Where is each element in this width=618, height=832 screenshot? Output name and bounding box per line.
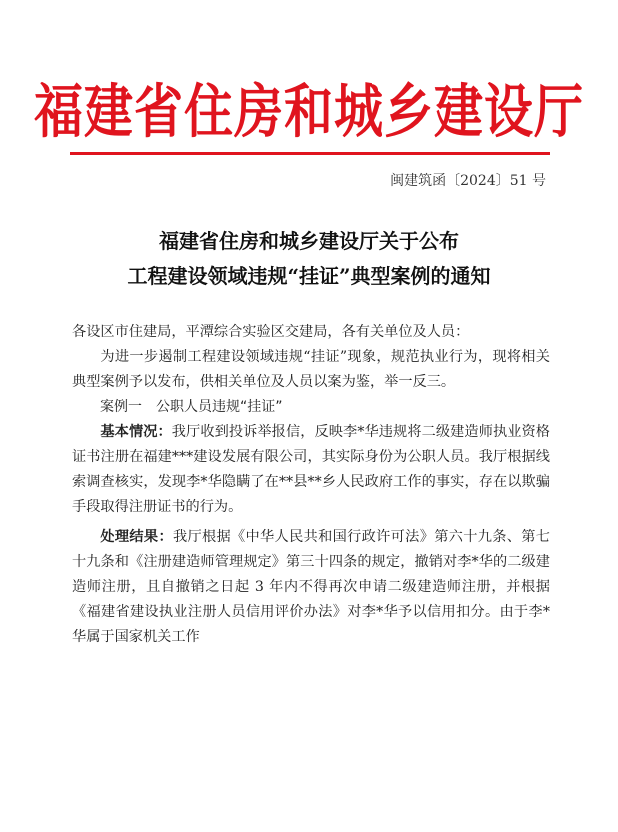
basic-situation-text: 我厅收到投诉举报信，反映李*华违规将二级建造师执业资格证书注册在福建***建设发展有限公司，其实际身份为公职人员。我厅根据线索调查核实，发现李*华隐瞒了在**县**乡人民政府工作的事实，存在以欺骗手段取得注册证书的行为。 [72, 424, 550, 515]
document-title-line-2: 工程建设领域违规“挂证”典型案例的通知 [127, 264, 491, 288]
document-title-line-1: 福建省住房和城乡建设厅关于公布 [159, 229, 459, 253]
masthead-org-name: 福建省住房和城乡建设厅 [33, 77, 584, 146]
document-number: 闽建筑函〔2024〕51 号 [390, 173, 546, 189]
case-1-result-paragraph [72, 525, 550, 650]
case-1-heading [72, 395, 550, 420]
handling-result-text: 我厅根据《中华人民共和国行政许可法》第六十九条、第七十九条和《注册建造师管理规定》第三十四条的规定，撤销对李*华的二级建造师注册，且自撤销之日起 3 年内不得再次申请二级建造师注册，并根据《福建省建设执业注册人员信用评价办法》对李*华予以信用扣分。由于李*华属于国家机关工作 [72, 529, 550, 645]
case-1-basic-paragraph [72, 420, 550, 520]
handling-result-label: 处理结果： [100, 529, 173, 545]
salutation: 各设区市住建局，平潭综合实验区交建局，各有关单位及人员： [72, 324, 470, 340]
case-1-title: 公职人员违规“挂证” [156, 399, 283, 415]
document-body [72, 320, 550, 650]
basic-situation-label: 基本情况： [100, 424, 172, 440]
case-1-label: 案例一 [100, 399, 142, 415]
masthead-red-rule [70, 152, 550, 155]
intro-paragraph: 为进一步遏制工程建设领域违规“挂证”现象，规范执业行为，现将相关典型案例予以发布，供相关单位及人员以案为鉴，举一反三。 [72, 349, 550, 390]
